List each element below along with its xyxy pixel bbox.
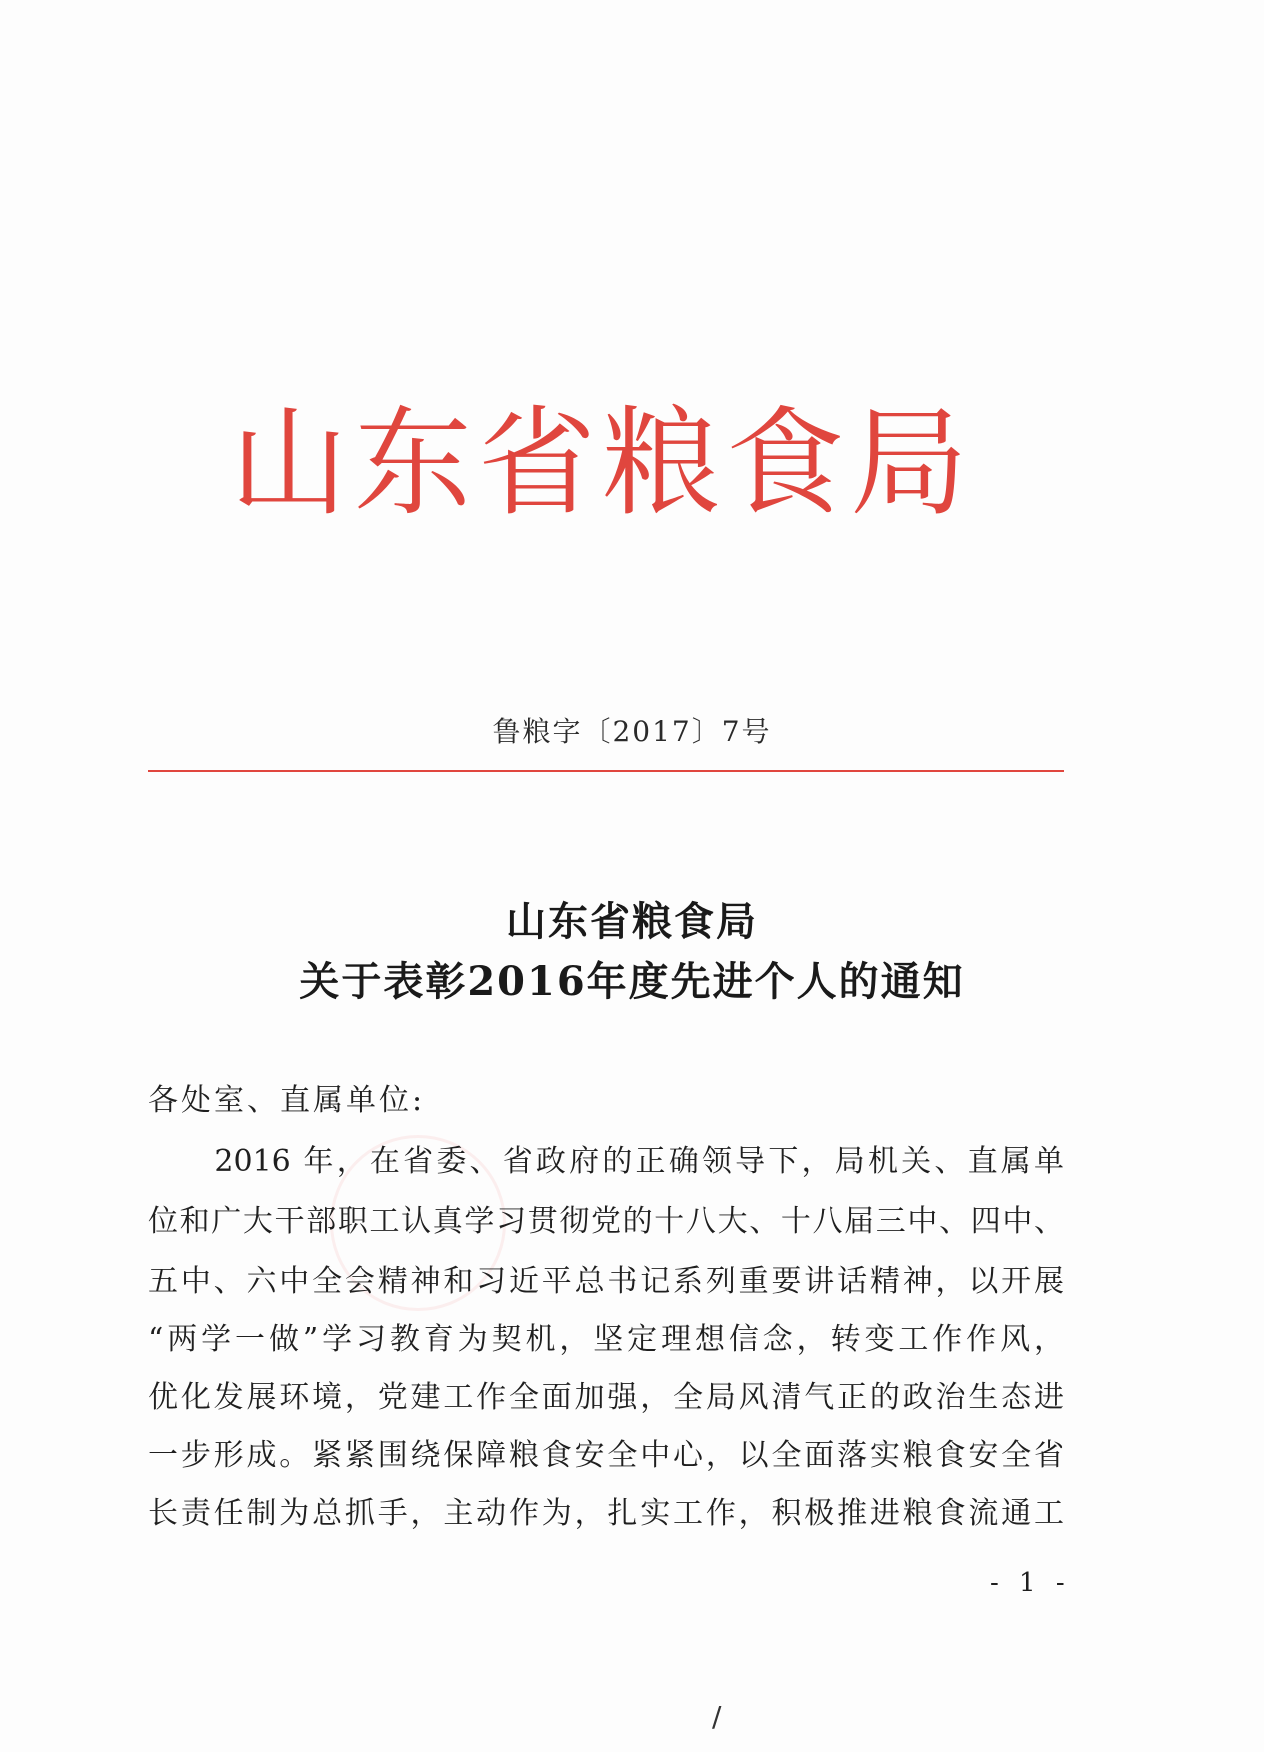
body-line: 一步形成。紧紧围绕保障粮食安全中心，以全面落实粮食安全省 <box>148 1438 1064 1473</box>
notice-title-line-2: 关于表彰2016年度先进个人的通知 <box>299 958 965 1005</box>
body-line: 位和广大干部职工认真学习贯彻党的十八大、十八届三中、四中、 <box>148 1204 1064 1239</box>
page-number: - 1 - <box>990 1568 1071 1598</box>
salutation: 各处室、直属单位: <box>148 1083 426 1118</box>
scan-mark: / <box>712 1700 722 1733</box>
agency-red-header: 山东省粮食局 <box>230 394 975 532</box>
document-number: 鲁粮字〔2017〕7号 <box>492 715 772 748</box>
body-line: “两学一做”学习教育为契机，坚定理想信念，转变工作作风， <box>148 1322 1064 1357</box>
body-line: 五中、六中全会精神和习近平总书记系列重要讲话精神，以开展 <box>148 1264 1064 1299</box>
body-line: 长责任制为总抓手，主动作为，扎实工作，积极推进粮食流通工 <box>148 1496 1064 1531</box>
notice-title-line-1: 山东省粮食局 <box>506 898 758 945</box>
red-separator-line <box>148 770 1064 772</box>
body-line: 2016 年，在省委、省政府的正确领导下，局机关、直属单 <box>148 1144 1064 1179</box>
body-line: 优化发展环境，党建工作全面加强，全局风清气正的政治生态进 <box>148 1380 1064 1415</box>
